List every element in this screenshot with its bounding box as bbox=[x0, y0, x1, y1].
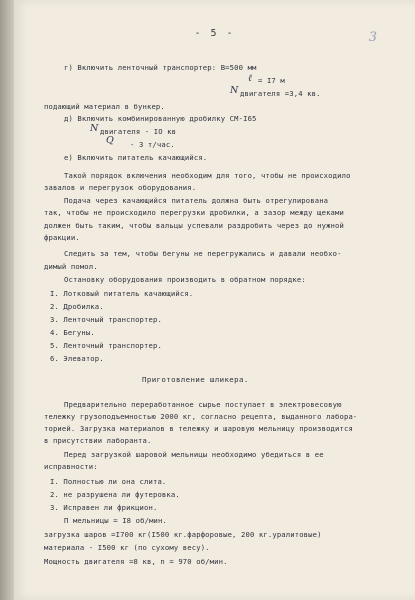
text-line-36: материала - I500 кг (по сухому весу). bbox=[44, 543, 210, 552]
stop-list-item-4: 4. Бегуны. bbox=[50, 328, 95, 337]
stop-list-item-1: I. Лотковый питатель качающийся. bbox=[50, 289, 194, 298]
handwritten-l-symbol: ℓ bbox=[248, 73, 253, 84]
text-line-27: торией. Загрузка материалов в тележку и шаровую мельницу производится bbox=[44, 424, 353, 433]
text-line-02: = I7 м bbox=[258, 76, 285, 85]
text-line-15: Следить за тем, чтобы бегуны не перегружались и давали необхо- bbox=[64, 249, 342, 258]
text-line-03: двигателя =3,4 кв. bbox=[240, 89, 321, 98]
text-line-17: Остановку оборудования производить в обратном порядке: bbox=[64, 275, 306, 284]
text-line-13: должен быть таким, чтобы вальцы успевали раздробить через до нужной bbox=[44, 221, 344, 230]
corner-pencil-mark: 3 bbox=[368, 30, 377, 45]
text-line-35: загрузка шаров =I700 кг(I500 кг.фарфоровые, 200 кг.уралитовые) bbox=[44, 530, 322, 539]
check-list-item-2: 2. не разрушена ли футеровка. bbox=[50, 490, 180, 499]
text-line-06: двигателя - IO кв bbox=[100, 127, 177, 136]
text-line-01: г) Включить ленточный транспортер: B=500 мм bbox=[64, 63, 257, 72]
handwritten-q-symbol: Q bbox=[106, 135, 114, 146]
stop-list-item-2: 2. Дробилка. bbox=[50, 302, 104, 311]
document-page bbox=[14, 0, 415, 600]
check-list-item-3: 3. Исправен ли фрикцион. bbox=[50, 503, 158, 512]
text-line-26: тележку грузоподъемностью 2000 кг, согласно рецепта, выданного лабора- bbox=[44, 412, 358, 421]
stop-list-item-3: 3. Ленточный транспортер. bbox=[50, 315, 162, 324]
text-line-04: подающий материал в бункер. bbox=[44, 102, 165, 111]
text-line-07: - 3 т/час. bbox=[130, 140, 175, 149]
stop-list-item-6: 6. Элеватор. bbox=[50, 354, 104, 363]
text-line-05: д) Включить комбинированную дробилку СМ-I65 bbox=[64, 114, 257, 123]
text-line-25: Предварительно переработанное сырье поступает в электровесовую bbox=[64, 400, 342, 409]
handwritten-n-symbol-2: N bbox=[90, 123, 99, 134]
text-line-12: так, чтобы не происходило перегрузки дробилки, а зазор между щеками bbox=[44, 208, 344, 217]
check-list-item-1: I. Полностью ли она слита. bbox=[50, 477, 167, 486]
text-line-30: исправности: bbox=[44, 462, 98, 471]
page-number: - 5 - bbox=[194, 28, 235, 39]
section-heading-slip: Приготовление шликера. bbox=[142, 375, 249, 384]
text-line-34: П мельницы = I8 об/мин. bbox=[64, 516, 167, 525]
text-line-10: завалов и перегрузок оборудования. bbox=[44, 183, 197, 192]
text-line-29: Перед загрузкой шаровой мельницы необходимо убедиться в ее bbox=[64, 450, 324, 459]
text-line-37: Мощность двигателя =8 кв, n = 970 об/мин. bbox=[44, 557, 228, 566]
text-line-09: Такой порядок включения необходим для того, чтобы не происходило bbox=[64, 171, 351, 180]
text-line-14: фракции. bbox=[44, 233, 80, 242]
text-line-08: е) Включить питатель качающийся. bbox=[64, 153, 208, 162]
handwritten-n-symbol-1: N bbox=[230, 85, 239, 96]
stop-list-item-5: 5. Ленточный транспортер. bbox=[50, 341, 162, 350]
text-line-16: димый помол. bbox=[44, 262, 98, 271]
binder-edge bbox=[0, 0, 14, 600]
text-line-11: Подача через качающийся питатель должна быть отрегулирована bbox=[64, 196, 329, 205]
text-line-28: в присутствии лаборанта. bbox=[44, 436, 152, 445]
